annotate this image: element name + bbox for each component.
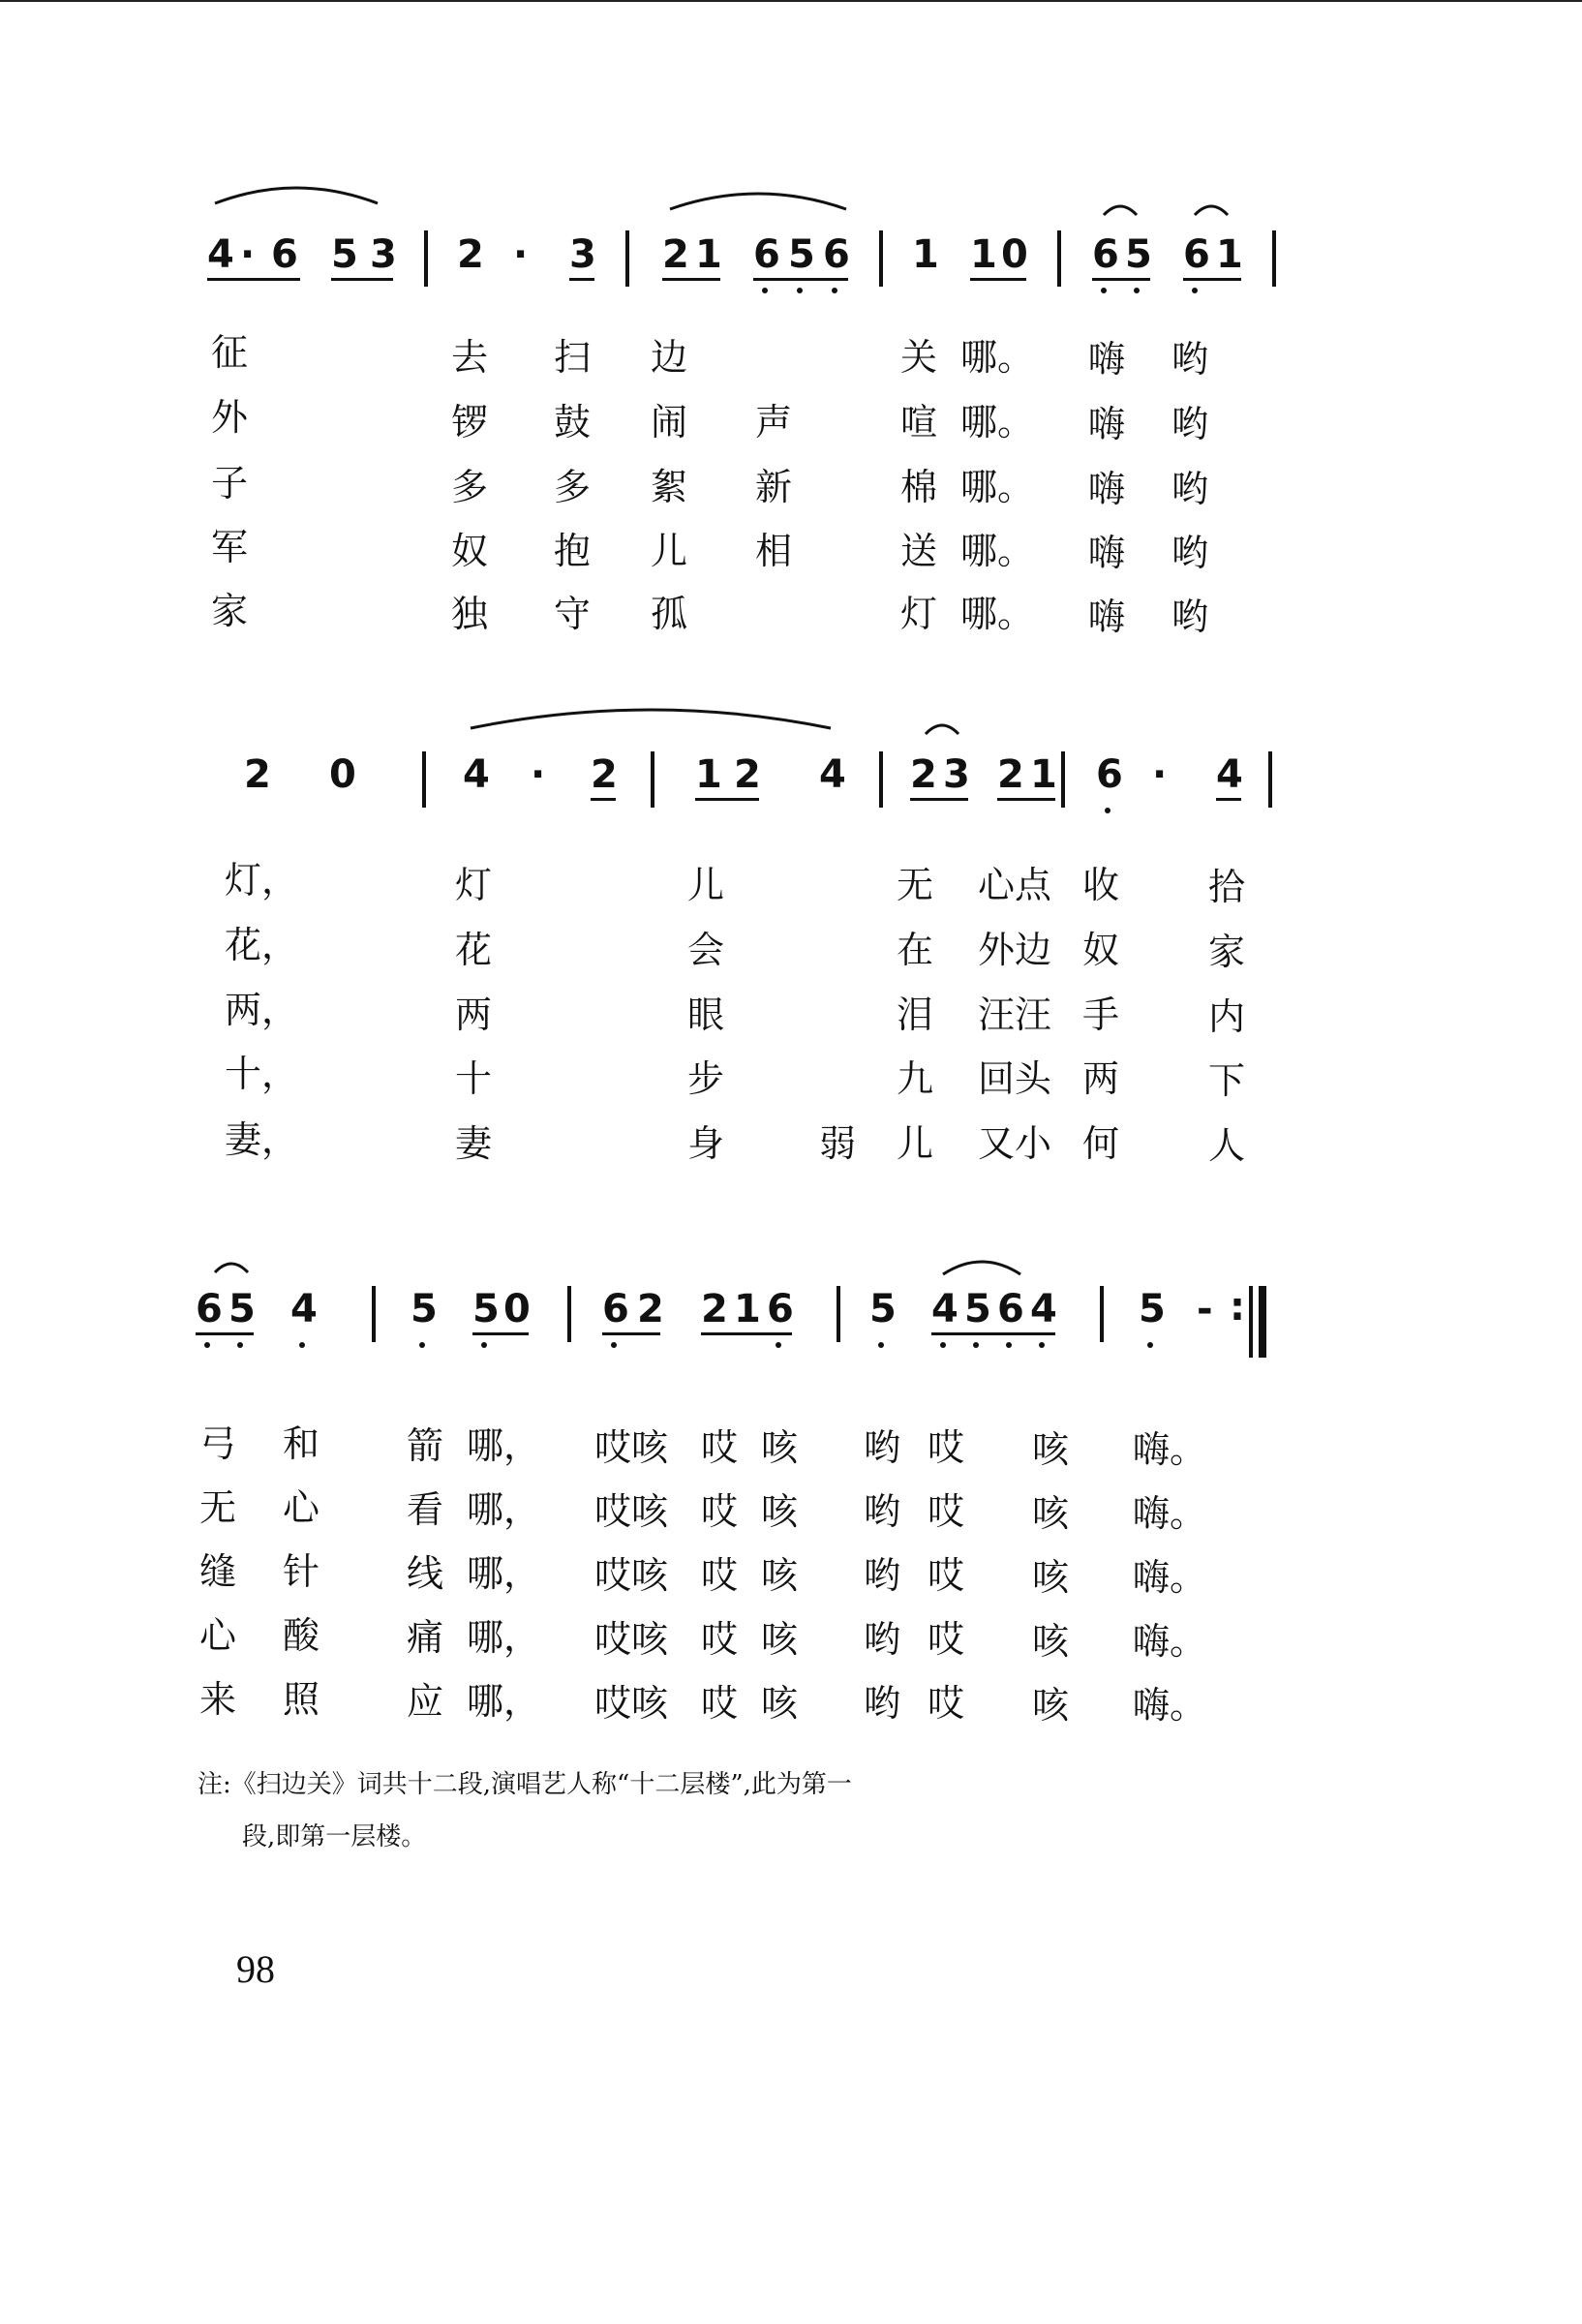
lyric-char: 人 xyxy=(1208,1124,1246,1167)
duration-underline xyxy=(207,278,300,281)
lyric-char: 家 xyxy=(1208,931,1246,973)
lyric-char: 哪。 xyxy=(960,336,1035,379)
lyric-char: 缝 xyxy=(199,1550,237,1593)
duration-underline xyxy=(970,278,1026,281)
lyric-char: 外边 xyxy=(978,929,1052,971)
lyric-char: 哎咳 xyxy=(594,1426,669,1469)
duration-underline xyxy=(591,798,616,801)
lyric-char: 和 xyxy=(283,1422,320,1465)
lyric-char: 奴 xyxy=(451,530,489,572)
lyric-char: 守 xyxy=(554,593,592,635)
lyric-char: 嗨 xyxy=(1088,403,1126,445)
page-number: 98 xyxy=(236,1947,275,1991)
note: · xyxy=(1152,752,1168,797)
lyric-char: 嗨 xyxy=(1088,596,1126,638)
lyric-char: 扫 xyxy=(554,336,592,379)
lyric-char: 哎咳 xyxy=(594,1554,669,1597)
lyric-char: 泪 xyxy=(897,994,934,1036)
lyric-char: 哟 xyxy=(1171,532,1209,574)
note: 2 xyxy=(637,1287,664,1331)
barline xyxy=(422,751,426,808)
lyric-char: 哟 xyxy=(1171,403,1209,445)
low-octave-dot xyxy=(832,288,837,293)
barline xyxy=(879,751,883,808)
barline xyxy=(1061,751,1065,808)
lyric-char: 哎 xyxy=(701,1554,739,1597)
lyric-char: 收 xyxy=(1082,864,1120,906)
lyric-char: 去 xyxy=(451,336,489,379)
note: 4 xyxy=(207,232,234,277)
lyric-char: 哟 xyxy=(864,1618,901,1661)
duration-underline xyxy=(331,278,393,281)
note: 5 xyxy=(964,1287,991,1331)
low-octave-dot xyxy=(1105,808,1110,813)
lyric-char: 嗨。 xyxy=(1133,1620,1207,1663)
duration-underline xyxy=(662,278,720,281)
lyric-char: 两， xyxy=(225,989,299,1031)
duration-underline xyxy=(753,278,848,281)
lyric-char: 手 xyxy=(1082,994,1120,1036)
lyric-char: 子 xyxy=(211,462,249,505)
note: 2 xyxy=(997,752,1024,797)
lyric-char: 絮 xyxy=(651,466,688,508)
lyric-char: 哟 xyxy=(864,1682,901,1725)
lyric-char: 锣 xyxy=(451,401,489,443)
lyric-char: 哎 xyxy=(928,1426,965,1469)
note: 4 xyxy=(290,1287,318,1331)
lyric-char: 下 xyxy=(1208,1059,1246,1102)
lyric-char: 咳 xyxy=(1032,1620,1070,1663)
lyric-char: 多 xyxy=(451,466,489,508)
lyric-char: 咳 xyxy=(1032,1492,1070,1535)
lyric-char: 嗨 xyxy=(1088,532,1126,574)
lyric-char: 哟 xyxy=(1171,338,1209,381)
lyric-char: 眼 xyxy=(687,994,725,1036)
duration-underline xyxy=(910,798,968,801)
lyric-char: 九 xyxy=(897,1057,934,1100)
low-octave-dot xyxy=(973,1342,979,1348)
note: 3 xyxy=(569,232,596,277)
lyric-char: 心 xyxy=(199,1614,237,1657)
lyric-char: 哎 xyxy=(701,1490,739,1533)
low-octave-dot xyxy=(776,1342,781,1348)
slur xyxy=(668,184,848,213)
lyric-char: 身 xyxy=(687,1122,725,1165)
lyric-char: 咳 xyxy=(761,1682,799,1725)
note: 1 xyxy=(1030,752,1057,797)
lyric-char: 回头 xyxy=(978,1057,1052,1100)
lyric-char: 无 xyxy=(897,864,934,906)
lyric-char: 汪汪 xyxy=(978,994,1052,1036)
lyric-char: 线 xyxy=(407,1552,444,1595)
duration-underline xyxy=(569,278,594,281)
note: 1 xyxy=(912,232,939,277)
low-octave-dot xyxy=(1101,288,1107,293)
barline xyxy=(879,230,883,287)
duration-underline xyxy=(196,1332,254,1335)
barline xyxy=(1268,751,1272,808)
note: 4 xyxy=(931,1287,958,1331)
note: 6 xyxy=(997,1287,1024,1331)
lyric-char: 哟 xyxy=(864,1490,901,1533)
note: 3 xyxy=(943,752,970,797)
duration-underline xyxy=(602,1332,660,1335)
lyric-char: 哎 xyxy=(928,1554,965,1597)
barline xyxy=(1272,230,1276,287)
lyric-char: 家 xyxy=(211,590,249,632)
low-octave-dot xyxy=(204,1342,210,1348)
note: 6 xyxy=(196,1287,223,1331)
note: 6 xyxy=(753,232,780,277)
lyric-char: 会 xyxy=(687,929,725,971)
lyric-char: 心 xyxy=(283,1486,320,1529)
lyric-char: 咳 xyxy=(1032,1684,1070,1727)
low-octave-dot xyxy=(237,1342,243,1348)
duration-underline xyxy=(1216,798,1241,801)
lyric-char: 咳 xyxy=(1032,1428,1070,1471)
note: 6 xyxy=(1183,232,1210,277)
note: 5 xyxy=(472,1287,500,1331)
page-top-border xyxy=(0,0,1582,2)
lyric-char: 哪， xyxy=(467,1616,541,1659)
duration-underline xyxy=(997,798,1055,801)
lyric-char: 花 xyxy=(455,929,493,971)
lyric-char: 心点 xyxy=(978,864,1052,906)
note: 1 xyxy=(695,752,722,797)
lyric-char: 多 xyxy=(554,466,592,508)
low-octave-dot xyxy=(1147,1342,1153,1348)
duration-underline xyxy=(695,798,759,801)
lyric-char: 在 xyxy=(897,929,934,971)
lyric-char: 嗨。 xyxy=(1133,1684,1207,1727)
lyric-char: 征 xyxy=(211,331,249,374)
lyric-char: 十， xyxy=(225,1053,299,1095)
lyric-char: 嗨。 xyxy=(1133,1492,1207,1535)
low-octave-dot xyxy=(940,1342,946,1348)
lyric-char: 相 xyxy=(755,530,793,572)
note: 6 xyxy=(1092,232,1119,277)
note: 1 xyxy=(970,232,997,277)
note: 4 xyxy=(1216,752,1243,797)
note: - xyxy=(1197,1287,1213,1331)
note: 6 xyxy=(823,232,850,277)
barline xyxy=(837,1286,840,1342)
lyric-char: 咳 xyxy=(761,1426,799,1469)
note: 2 xyxy=(701,1287,728,1331)
lyric-char: 咳 xyxy=(1032,1556,1070,1599)
lyric-char: 棉 xyxy=(900,466,938,508)
lyric-char: 照 xyxy=(283,1678,320,1721)
lyric-char: 闹 xyxy=(651,401,688,443)
barline xyxy=(372,1286,376,1342)
low-octave-dot xyxy=(1134,288,1140,293)
lyric-char: 咳 xyxy=(761,1554,799,1597)
lyric-char: 哟 xyxy=(864,1426,901,1469)
lyric-char: 哟 xyxy=(1171,596,1209,638)
note: 5 xyxy=(788,232,815,277)
lyric-char: 哟 xyxy=(864,1554,901,1597)
lyric-char: 哎 xyxy=(701,1618,739,1661)
lyric-char: 花， xyxy=(225,924,299,966)
low-octave-dot xyxy=(299,1342,305,1348)
lyric-char: 独 xyxy=(451,593,489,635)
low-octave-dot xyxy=(762,288,768,293)
lyric-char: 嗨。 xyxy=(1133,1556,1207,1599)
lyric-char: 哎 xyxy=(701,1426,739,1469)
slur xyxy=(924,719,960,736)
lyric-char: 声 xyxy=(755,401,793,443)
lyric-char: 哪， xyxy=(467,1424,541,1467)
low-octave-dot xyxy=(481,1342,487,1348)
note: 2 xyxy=(457,232,484,277)
note: 2 xyxy=(591,752,618,797)
lyric-char: 嗨 xyxy=(1088,468,1126,510)
duration-underline xyxy=(931,1332,1055,1335)
lyric-char: 哪。 xyxy=(960,401,1035,443)
slur xyxy=(1102,199,1139,217)
lyric-char: 何 xyxy=(1082,1122,1120,1165)
lyric-char: 奴 xyxy=(1082,929,1120,971)
lyric-char: 喧 xyxy=(900,401,938,443)
lyric-char: 妻， xyxy=(225,1118,299,1161)
note: 1 xyxy=(1216,232,1243,277)
note: 3 xyxy=(370,232,397,277)
note: 5 xyxy=(869,1287,897,1331)
repeat-sign: : xyxy=(1230,1285,1245,1330)
slur xyxy=(213,1257,250,1274)
note: 4 xyxy=(819,752,846,797)
lyric-char: 痛 xyxy=(407,1616,444,1659)
note: · xyxy=(513,232,529,277)
lyric-char: 抱 xyxy=(554,530,592,572)
final-barline-thin xyxy=(1249,1286,1253,1358)
barline xyxy=(567,1286,571,1342)
lyric-char: 十 xyxy=(455,1057,493,1100)
lyric-char: 关 xyxy=(900,336,938,379)
low-octave-dot xyxy=(797,288,803,293)
lyric-char: 哪， xyxy=(467,1552,541,1595)
lyric-char: 哟 xyxy=(1171,468,1209,510)
lyric-char: 孤 xyxy=(651,593,688,635)
lyric-char: 弓 xyxy=(199,1422,237,1465)
low-octave-dot xyxy=(419,1342,425,1348)
lyric-char: 哎咳 xyxy=(594,1682,669,1725)
low-octave-dot xyxy=(1006,1342,1012,1348)
note: 2 xyxy=(734,752,761,797)
note: 2 xyxy=(244,752,271,797)
lyric-char: 看 xyxy=(407,1488,444,1531)
duration-underline xyxy=(1092,278,1150,281)
lyric-char: 新 xyxy=(755,466,793,508)
lyric-char: 咳 xyxy=(761,1618,799,1661)
barline xyxy=(625,230,629,287)
note: 4 xyxy=(1030,1287,1057,1331)
note: 6 xyxy=(1096,752,1123,797)
note: 4 xyxy=(463,752,490,797)
lyric-char: 哪， xyxy=(467,1488,541,1531)
lyric-char: 儿 xyxy=(651,530,688,572)
lyric-char: 哎 xyxy=(701,1682,739,1725)
note: 6 xyxy=(602,1287,629,1331)
lyric-char: 又小 xyxy=(978,1122,1052,1165)
note: 5 xyxy=(1139,1287,1166,1331)
lyric-char: 哪。 xyxy=(960,530,1035,572)
lyric-char: 拾 xyxy=(1208,866,1246,908)
slur xyxy=(213,178,380,207)
note: · xyxy=(240,232,256,277)
lyric-char: 鼓 xyxy=(554,401,592,443)
low-octave-dot xyxy=(1192,288,1198,293)
lyric-char: 哎咳 xyxy=(594,1618,669,1661)
lyric-char: 箭 xyxy=(407,1424,444,1467)
lyric-char: 无 xyxy=(199,1486,237,1529)
note: 1 xyxy=(695,232,722,277)
final-barline-thick xyxy=(1259,1286,1266,1358)
low-octave-dot xyxy=(611,1342,617,1348)
footnote-line-1: 注:《扫边关》词共十二段,演唱艺人称“十二层楼”,此为第一 xyxy=(198,1770,852,1799)
lyric-char: 哪。 xyxy=(960,593,1035,635)
note: 1 xyxy=(734,1287,761,1331)
lyric-char: 哪。 xyxy=(960,466,1035,508)
lyric-char: 哎 xyxy=(928,1618,965,1661)
lyric-char: 灯， xyxy=(225,859,299,902)
lyric-char: 针 xyxy=(283,1550,320,1593)
note: 2 xyxy=(910,752,937,797)
note: 5 xyxy=(331,232,358,277)
note: 5 xyxy=(411,1287,438,1331)
lyric-char: 外 xyxy=(211,396,249,439)
footnote-line-2: 段,即第一层楼。 xyxy=(242,1822,427,1851)
slur xyxy=(1193,199,1230,217)
lyric-char: 灯 xyxy=(900,593,938,635)
lyric-char: 军 xyxy=(211,526,249,568)
lyric-char: 弱 xyxy=(819,1122,857,1165)
lyric-char: 送 xyxy=(900,530,938,572)
lyric-char: 来 xyxy=(199,1678,237,1721)
lyric-char: 儿 xyxy=(897,1122,934,1165)
slur xyxy=(941,1255,1022,1278)
barline xyxy=(651,751,654,808)
note: 0 xyxy=(503,1287,531,1331)
lyric-char: 两 xyxy=(455,994,493,1036)
lyric-char: 嗨 xyxy=(1088,338,1126,381)
lyric-char: 哎咳 xyxy=(594,1490,669,1533)
low-octave-dot xyxy=(878,1342,884,1348)
lyric-char: 应 xyxy=(407,1680,444,1723)
lyric-char: 内 xyxy=(1208,995,1246,1038)
duration-underline xyxy=(472,1332,529,1335)
note: 5 xyxy=(228,1287,256,1331)
lyric-char: 咳 xyxy=(761,1490,799,1533)
low-octave-dot xyxy=(1039,1342,1045,1348)
lyric-char: 哎 xyxy=(928,1490,965,1533)
slur xyxy=(469,699,833,732)
note: 6 xyxy=(767,1287,794,1331)
lyric-char: 哪， xyxy=(467,1680,541,1723)
barline xyxy=(1057,230,1061,287)
note: 0 xyxy=(1001,232,1028,277)
lyric-char: 儿 xyxy=(687,864,725,906)
barline xyxy=(1100,1286,1104,1342)
note: 6 xyxy=(271,232,298,277)
lyric-char: 边 xyxy=(651,336,688,379)
lyric-char: 妻 xyxy=(455,1122,493,1165)
lyric-char: 步 xyxy=(687,1057,725,1100)
note: 0 xyxy=(329,752,356,797)
lyric-char: 两 xyxy=(1082,1057,1120,1100)
note: 2 xyxy=(662,232,689,277)
duration-underline xyxy=(1183,278,1241,281)
lyric-char: 灯 xyxy=(455,864,493,906)
note: · xyxy=(531,752,546,797)
barline xyxy=(424,230,428,287)
duration-underline xyxy=(701,1332,792,1335)
lyric-char: 酸 xyxy=(283,1614,320,1657)
note: 5 xyxy=(1125,232,1152,277)
lyric-char: 哎 xyxy=(928,1682,965,1725)
lyric-char: 嗨。 xyxy=(1133,1428,1207,1471)
